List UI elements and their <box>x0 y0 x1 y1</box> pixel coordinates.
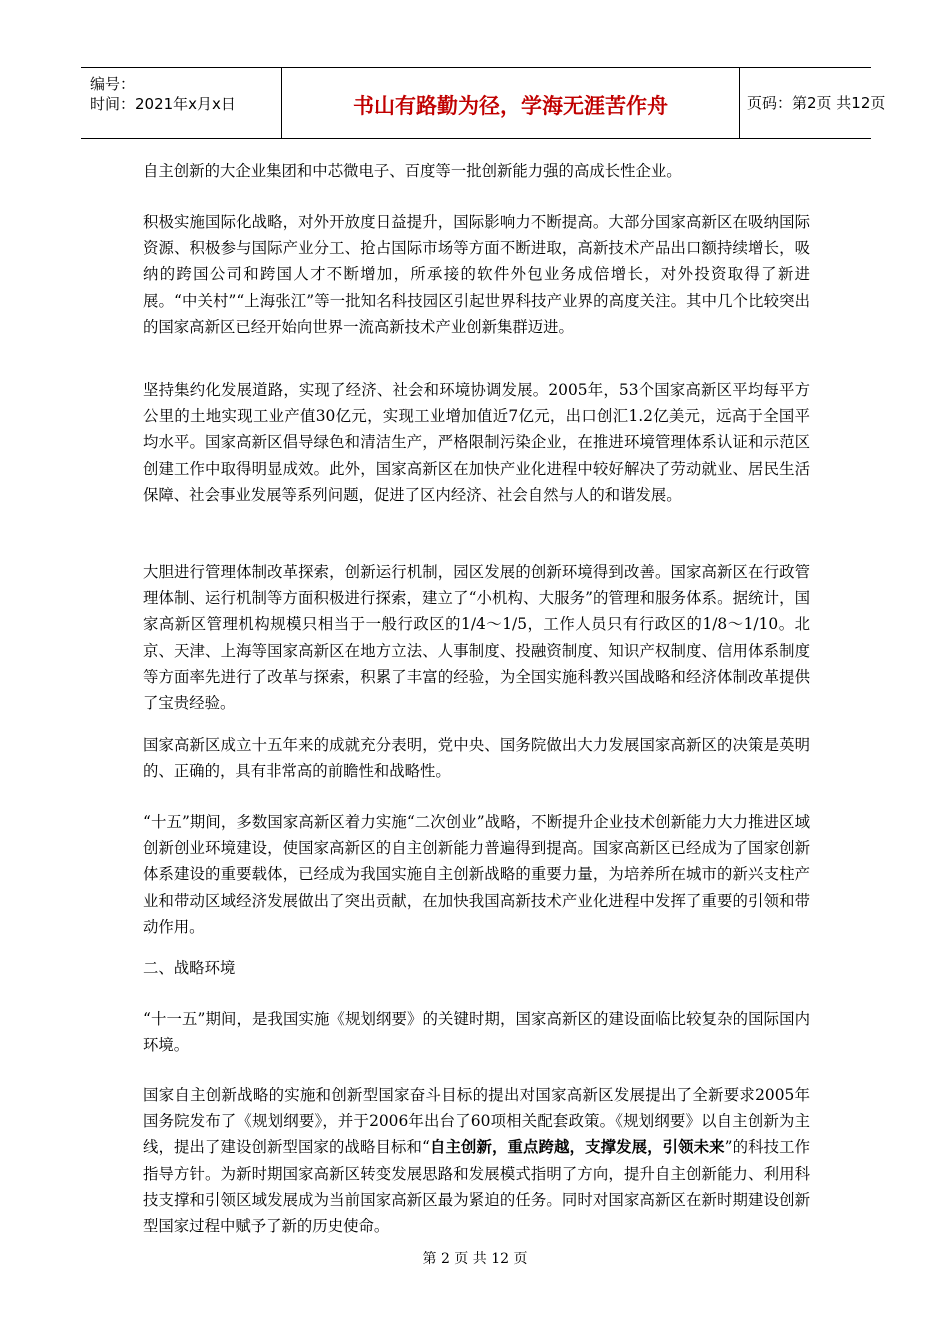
paragraph-text: 坚持集约化发展道路，实现了经济、社会和环境协调发展。2005年，53个国家高新区平均每平方公里的土地实现工业产值30亿元，实现工业增加值近7亿元，出口创汇1.2亿美元，远高于全国平均水平。国家高新区倡导绿色和清洁生产，严格限制污染企业，在推进环境管理体系认证和示范区创建工作中取得明显成效。此外，国家高新区在加快产业化进程中较好解决了劳动就业、居民生活保障、社会事业发展等系列问题，促进了区内经济、社会自然与人的和谐发展。 <box>143 381 810 504</box>
paragraph-text: “十五”期间，多数国家高新区着力实施“二次创业”战略，不断提升企业技术创新能力大力推进区域创新创业环境建设，使国家高新区的自主创新能力普遍得到提高。国家高新区已经成为了国家创新体系建设的重要载体，已经成为我国实施自主创新战略的重要力量，为培养所在城市的新兴支柱产业和带动区域经济发展做出了突出贡献，在加快我国高新技术产业化进程中发挥了重要的引领和带动作用。 <box>143 813 810 936</box>
paragraph-4 <box>143 559 810 716</box>
paragraph-3 <box>143 377 810 508</box>
paragraph-text: 积极实施国际化战略，对外开放度日益提升，国际影响力不断提高。大部分国家高新区在吸纳国际资源、积极参与国际产业分工、抢占国际市场等方面不断进取，高新技术产品出口额持续增长，吸纳的跨国公司和跨国人才不断增加，所承接的软件外包业务成倍增长，对外投资取得了新进展。“中关村”“上海张江”等一批知名科技园区引起世界科技产业界的高度关注。其中几个比较突出的国家高新区已经开始向世界一流高新技术产业创新集群迈进。 <box>143 213 810 336</box>
document-date-label: 时间：2021年x月x日 <box>90 95 236 113</box>
paragraph-text: “十一五”期间，是我国实施《规划纲要》的关键时期，国家高新区的建设面临比较复杂的国际国内环境。 <box>143 1010 810 1055</box>
paragraph-text: 大胆进行管理体制改革探索，创新运行机制，园区发展的创新环境得到改善。国家高新区在行政管理体制、运行机制等方面积极进行探索，建立了“小机构、大服务”的管理和服务体系。据统计，国家高新区管理机构规模只相当于一般行政区的1/4～1/5，工作人员只有行政区的1/8～1/10。北京、天津、上海等国家高新区在地方立法、人事制度、投融资制度、知识产权制度、信用体系制度等方面率先进行了改革与探索，积累了丰富的经验，为全国实施科教兴国战略和经济体制改革提供了宝贵经验。 <box>143 563 810 713</box>
paragraph-text-part: ”的科技工作指导方针。为新时期国家高新区转变发展思路和发展模式指明了方向，提升自主创新能力、利用科技支撑和引领区域发展成为当前国家高新区最为紧迫的任务。同时对国家高新区在新时期建设创新型国家过程中赋予了新的历史使命。 <box>143 1138 810 1236</box>
section-heading-text: 二、战略环境 <box>143 959 236 977</box>
section-heading <box>143 955 810 981</box>
paragraph-5 <box>143 732 810 784</box>
header-motto-cell <box>281 68 740 138</box>
paragraph-2 <box>143 209 810 340</box>
paragraph-8 <box>143 1082 810 1239</box>
bold-guideline-text: 自主创新，重点跨越，支撑发展，引领未来 <box>429 1138 725 1157</box>
header-page-cell <box>740 68 886 138</box>
document-number-label: 编号： <box>90 75 136 93</box>
paragraph-text-part: 国家自主创新战略的实施和创新型国家奋斗目标的提出对国家高新区发展提出了全新要求2005年国务院发布了《规划纲要》，并于2006年出台了60项相关配套政策。《规划纲要》以自主创新为主线，提出了建设创新型国家的战略目标和“ <box>143 1086 810 1157</box>
paragraph-text <box>143 1082 810 1239</box>
paragraph-text: 国家高新区成立十五年来的成就充分表明，党中央、国务院做出大力发展国家高新区的决策是英明的、正确的，具有非常高的前瞻性和战略性。 <box>143 736 810 781</box>
paragraph-6 <box>143 809 810 940</box>
header-page-number: 页码：第2页 共12页 <box>747 94 886 112</box>
header-motto: 书山有路勤为径，学海无涯苦作舟 <box>353 94 668 118</box>
header-left-cell <box>81 68 281 138</box>
paragraph-7 <box>143 1006 810 1058</box>
page-footer: 第 2 页 共 12 页 <box>422 1251 528 1267</box>
paragraph-1 <box>143 158 810 184</box>
paragraph-text: 自主创新的大企业集团和中芯微电子、百度等一批创新能力强的高成长性企业。 <box>143 162 682 180</box>
page-header <box>81 67 886 139</box>
